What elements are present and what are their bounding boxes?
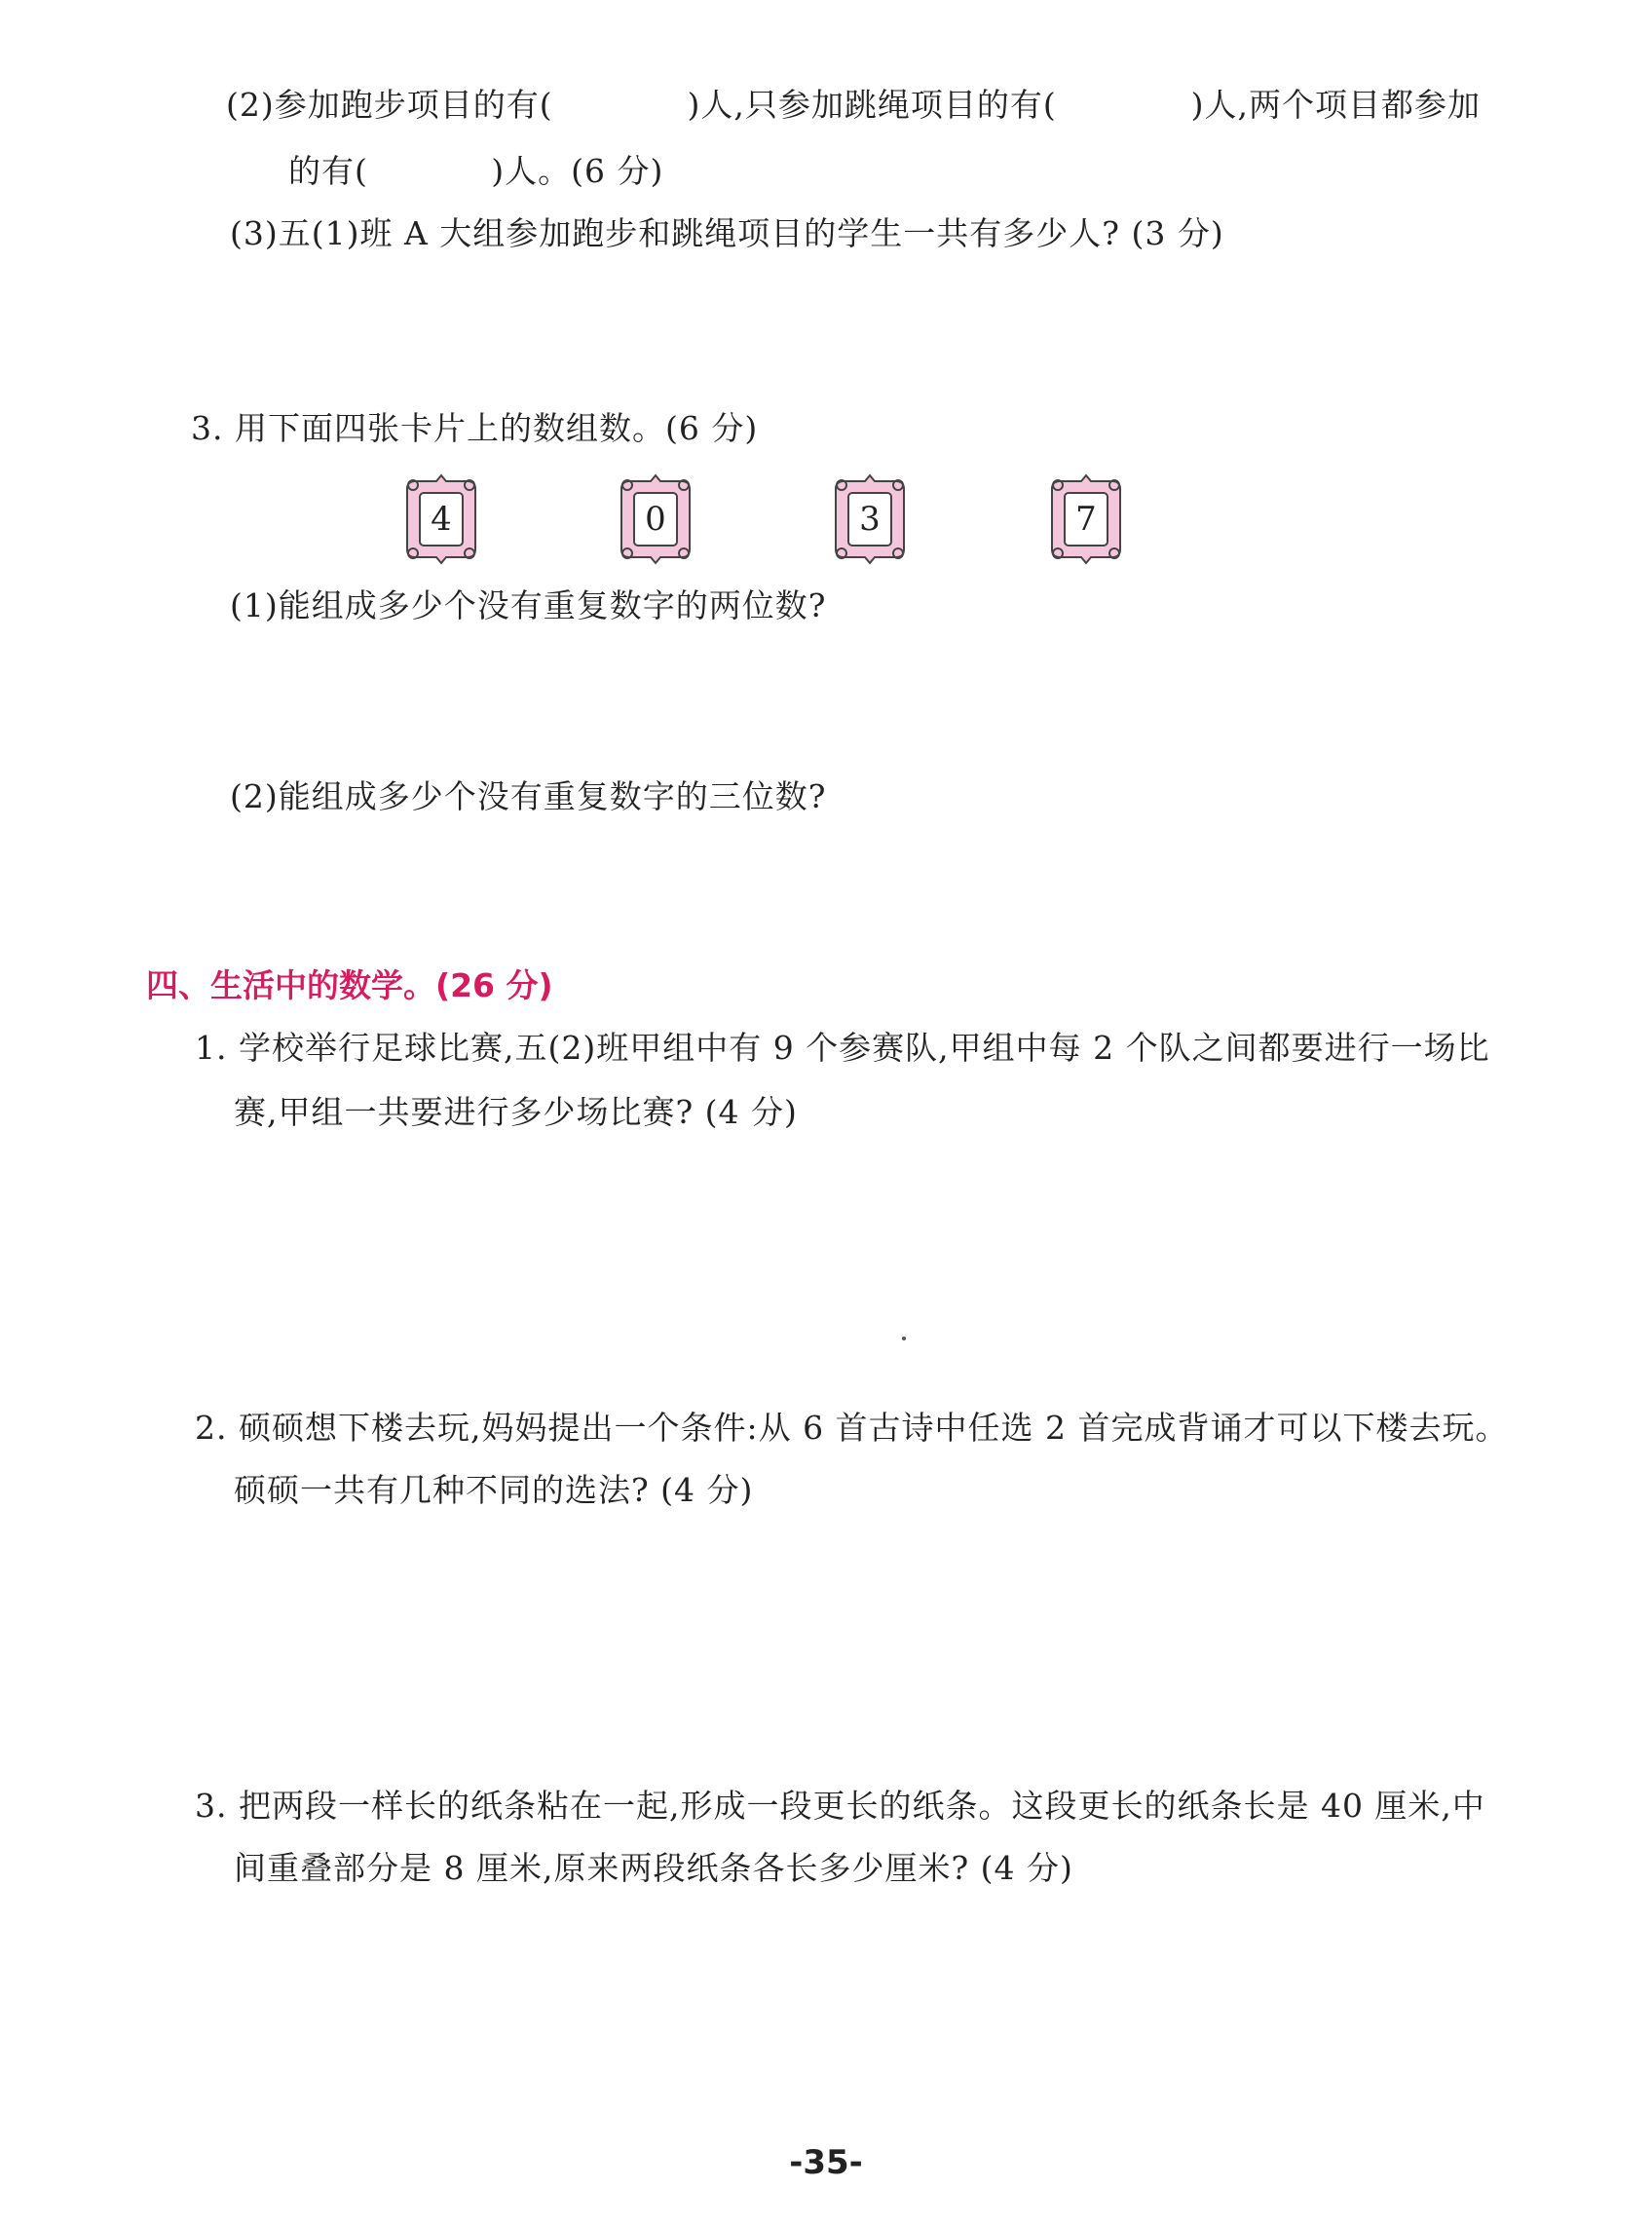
question-2-3: (3)五(1)班 A 大组参加跑步和跳绳项目的学生一共有多少人? (3 分) bbox=[230, 214, 1224, 252]
question-3-title: 3. 用下面四张卡片上的数组数。(6 分) bbox=[191, 409, 759, 447]
number-card bbox=[403, 471, 479, 567]
number-cards bbox=[0, 471, 1652, 579]
question-2-2-line-1: (2)参加跑步项目的有( )人,只参加跳绳项目的有( )人,两个项目都参加 bbox=[226, 86, 1481, 124]
card-digit: 0 bbox=[645, 500, 666, 539]
section-4-question-2-line-2: 硕硕一共有几种不同的选法? (4 分) bbox=[234, 1471, 754, 1509]
question-2-2-line-2: 的有( )人。(6 分) bbox=[288, 152, 664, 190]
number-card bbox=[618, 471, 694, 567]
question-3-1: (1)能组成多少个没有重复数字的两位数? bbox=[230, 586, 827, 624]
page-number: -35- bbox=[789, 2143, 863, 2182]
section-4-title: 四、生活中的数学。(26 分) bbox=[146, 966, 553, 1004]
stray-mark bbox=[902, 1337, 906, 1340]
card-digit: 4 bbox=[431, 500, 452, 539]
section-4-question-1-line-2: 赛,甲组一共要进行多少场比赛? (4 分) bbox=[234, 1093, 798, 1131]
number-card bbox=[832, 471, 908, 567]
section-4-question-3-line-1: 3. 把两段一样长的纸条粘在一起,形成一段更长的纸条。这段更长的纸条长是 40 厘米,中 bbox=[195, 1787, 1485, 1825]
question-3-2: (2)能组成多少个没有重复数字的三位数? bbox=[230, 777, 827, 815]
section-4-question-1-line-1: 1. 学校举行足球比赛,五(2)班甲组中有 9 个参赛队,甲组中每 2 个队之间都要进行一场比 bbox=[195, 1029, 1490, 1067]
section-4-question-3-line-2: 间重叠部分是 8 厘米,原来两段纸条各长多少厘米? (4 分) bbox=[234, 1849, 1073, 1887]
card-digit: 7 bbox=[1075, 500, 1097, 539]
section-4-question-2-line-1: 2. 硕硕想下楼去玩,妈妈提出一个条件:从 6 首古诗中任选 2 首完成背诵才可以下楼去玩。 bbox=[195, 1409, 1509, 1447]
card-digit: 3 bbox=[859, 500, 881, 539]
number-card bbox=[1048, 471, 1124, 567]
